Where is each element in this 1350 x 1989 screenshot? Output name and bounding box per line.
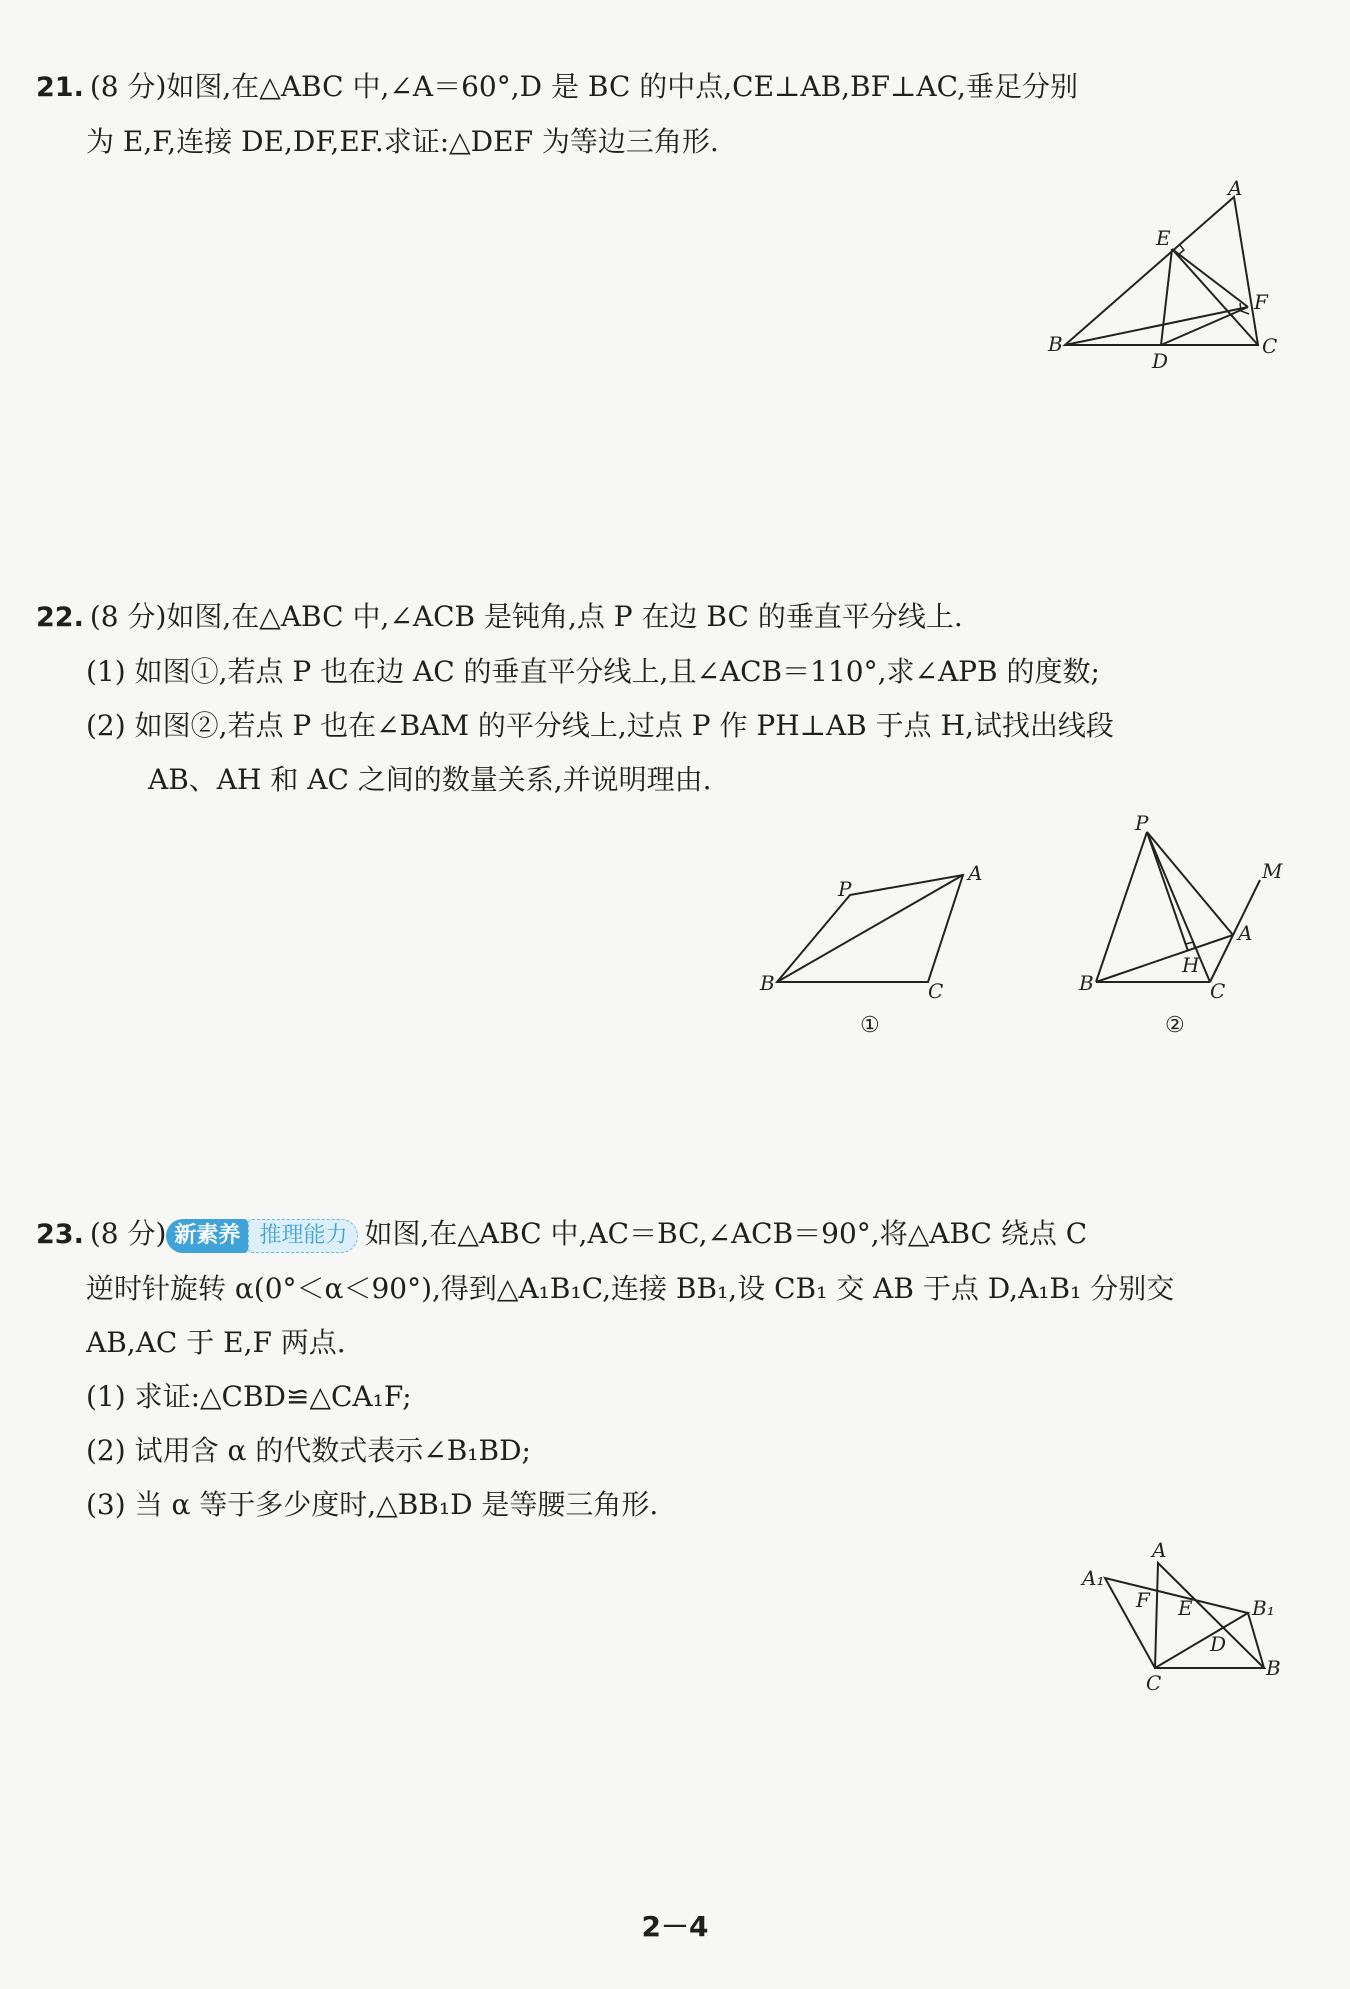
p21-figure — [1040, 175, 1280, 375]
fig2-label-c: C — [1210, 979, 1226, 1003]
p23-line2: 逆时针旋转 α(0°＜α＜90°),得到△A₁B₁C,连接 BB₁,设 CB₁ 交 AB 于点 D,A₁B₁ 分别交 — [86, 1272, 1175, 1305]
p22-figure-2 — [1070, 810, 1290, 1045]
label-d: D — [1152, 349, 1169, 373]
fig2-label-m: M — [1262, 859, 1283, 883]
p23-question-3: (3) 当 α 等于多少度时,△BB₁D 是等腰三角形. — [86, 1488, 659, 1521]
ray-cm — [1210, 880, 1260, 982]
p22-number: 22. — [36, 602, 84, 633]
core-literacy-badge — [166, 1219, 358, 1253]
p21-line1: 21. (8 分)如图,在△ABC 中,∠A＝60°,D 是 BC 的中点,CE⊥AB,BF⊥AC,垂足分别 — [36, 70, 1078, 103]
fig1-label-a: A — [968, 861, 983, 885]
label-a: A — [1228, 176, 1243, 200]
label-f: F — [1136, 1588, 1150, 1612]
segment-pc — [1147, 832, 1210, 982]
label-a1: A₁ — [1082, 1566, 1105, 1590]
fig2-caption: ② — [1165, 1013, 1185, 1038]
p21-line2: 为 E,F,连接 DE,DF,EF.求证:△DEF 为等边三角形. — [86, 125, 719, 158]
p23-number: 23. — [36, 1219, 84, 1250]
segment-ph — [1147, 832, 1188, 951]
p23-question-2: (2) 试用含 α 的代数式表示∠B₁BD; — [86, 1434, 531, 1467]
p22-line1: 22. (8 分)如图,在△ABC 中,∠ACB 是钝角,点 P 在边 BC 的垂直平分线上. — [36, 600, 963, 633]
p23-line3: AB,AC 于 E,F 两点. — [86, 1326, 346, 1359]
segment-de — [1161, 249, 1172, 345]
label-e: E — [1156, 226, 1171, 250]
problem-22 — [36, 590, 1290, 807]
segment-pa — [1147, 832, 1233, 935]
badge-new-literacy: 新素养 — [166, 1219, 248, 1253]
p22-question-2b: AB、AH 和 AC 之间的数量关系,并说明理由. — [148, 763, 712, 796]
segment-df — [1161, 307, 1248, 345]
fig2-label-a: A — [1238, 921, 1253, 945]
label-e: E — [1178, 1596, 1193, 1620]
p23-figure — [1070, 1535, 1290, 1695]
label-d: D — [1210, 1632, 1227, 1656]
label-f: F — [1254, 290, 1268, 314]
p22-question-1: (1) 如图①,若点 P 也在边 AC 的垂直平分线上,且∠ACB＝110°,求∠APB 的度数; — [86, 655, 1100, 688]
p22-question-2a: (2) 如图②,若点 P 也在∠BAM 的平分线上,过点 P 作 PH⊥AB 于点 H,试找出线段 — [86, 709, 1114, 742]
label-b: B — [1048, 332, 1063, 356]
fig1-label-c: C — [928, 979, 944, 1003]
fig1-caption: ① — [860, 1013, 880, 1038]
badge-reasoning-ability: 推理能力 — [248, 1219, 358, 1253]
label-b1: B₁ — [1252, 1596, 1275, 1620]
triangle-abc — [1065, 197, 1258, 345]
problem-23 — [36, 1207, 1290, 1532]
p21-number: 21. — [36, 72, 84, 103]
label-b: B — [1266, 1656, 1281, 1680]
label-c: C — [1146, 1671, 1162, 1695]
fig1-label-p: P — [838, 877, 852, 901]
fig2-label-h: H — [1182, 953, 1200, 977]
fig1-label-b: B — [760, 971, 775, 995]
label-a: A — [1152, 1538, 1167, 1562]
p23-question-1: (1) 求证:△CBD≌△CA₁F; — [86, 1380, 412, 1413]
fig2-label-b: B — [1079, 971, 1094, 995]
segment-bf — [1065, 307, 1248, 345]
p22-figure-1 — [750, 860, 1000, 1045]
fig2-label-p: P — [1135, 811, 1149, 835]
segment-ef — [1172, 249, 1248, 307]
label-c: C — [1262, 334, 1278, 358]
segment-pb — [1096, 832, 1147, 982]
p23-line1: 23. (8 分) 新素养 推理能力 如图,在△ABC 中,AC＝BC,∠ACB＝90°,将△ABC 绕点 C — [36, 1207, 1290, 1262]
triangle-a1b1c — [1105, 1578, 1248, 1668]
page-number: 2－4 — [641, 1910, 709, 1943]
problem-21 — [36, 60, 1290, 169]
